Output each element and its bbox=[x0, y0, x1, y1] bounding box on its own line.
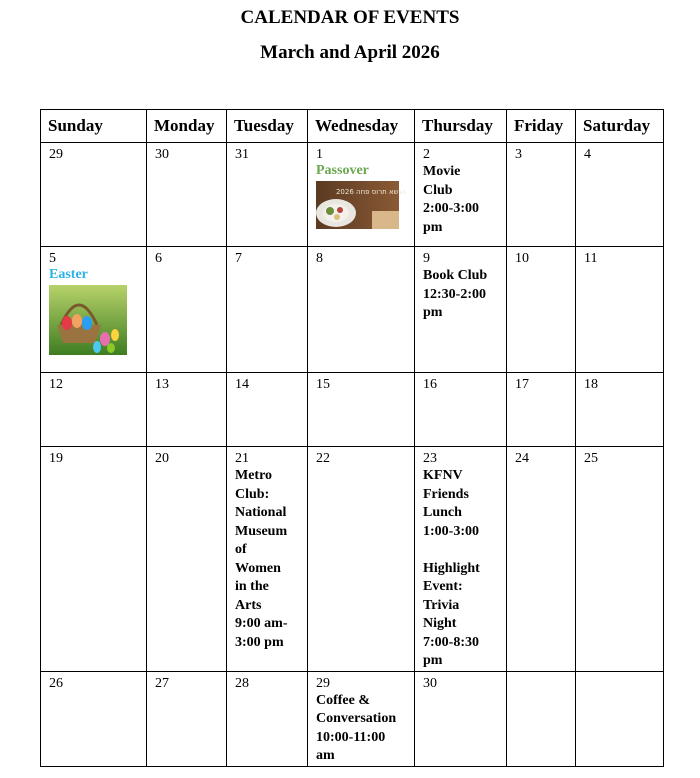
weekday-header: Monday bbox=[147, 110, 227, 143]
day-number: 19 bbox=[49, 451, 63, 466]
day-number: 17 bbox=[515, 377, 529, 392]
day-cell bbox=[41, 143, 147, 247]
weekday-header: Saturday bbox=[576, 110, 664, 143]
week-row bbox=[41, 247, 664, 373]
day-cell bbox=[415, 671, 507, 766]
day-cell bbox=[147, 373, 227, 447]
calendar-grid bbox=[40, 109, 664, 767]
day-number: 4 bbox=[584, 147, 591, 162]
day-cell bbox=[308, 373, 415, 447]
day-number: 3 bbox=[515, 147, 522, 162]
day-cell bbox=[147, 143, 227, 247]
day-number: 1 bbox=[316, 147, 323, 162]
holiday-label: Easter bbox=[49, 267, 88, 282]
day-cell bbox=[415, 247, 507, 373]
holiday-image bbox=[49, 285, 146, 360]
day-number: 23 bbox=[423, 451, 437, 466]
day-cell bbox=[41, 447, 147, 672]
day-cell bbox=[576, 247, 664, 373]
day-cell bbox=[41, 671, 147, 766]
day-number: 22 bbox=[316, 451, 330, 466]
day-number: 27 bbox=[155, 675, 169, 691]
day-cell bbox=[308, 671, 415, 766]
event-text: Coffee & Conversation 10:00-11:00 am bbox=[316, 692, 397, 763]
day-number: 11 bbox=[584, 251, 598, 266]
day-number: 9 bbox=[423, 251, 430, 266]
day-number: 10 bbox=[515, 251, 529, 266]
day-number: 29 bbox=[49, 147, 63, 162]
day-cell bbox=[507, 373, 576, 447]
day-number: 20 bbox=[155, 451, 169, 466]
day-number: 2 bbox=[423, 147, 430, 162]
day-cell bbox=[507, 671, 576, 766]
day-cell bbox=[308, 447, 415, 672]
event-text: Metro Club: National Museum of Women in the Arts 9:00 am- 3:00 pm bbox=[235, 468, 288, 650]
day-cell bbox=[147, 447, 227, 672]
day-cell bbox=[576, 373, 664, 447]
day-number: 25 bbox=[584, 451, 598, 466]
day-cell bbox=[147, 247, 227, 373]
weekday-header-row bbox=[41, 110, 664, 143]
holiday-image bbox=[316, 181, 414, 234]
event-text: Book Club 12:30-2:00 pm bbox=[423, 268, 488, 320]
day-cell bbox=[227, 143, 308, 247]
day-cell bbox=[507, 247, 576, 373]
day-cell bbox=[227, 373, 308, 447]
week-row bbox=[41, 373, 664, 447]
day-number: 12 bbox=[49, 377, 63, 392]
day-number: 28 bbox=[235, 675, 249, 691]
day-cell bbox=[576, 143, 664, 247]
day-cell bbox=[507, 447, 576, 672]
calendar-title: CALENDAR OF EVENTS bbox=[240, 7, 460, 28]
day-cell bbox=[41, 373, 147, 447]
day-number: 16 bbox=[423, 377, 437, 392]
day-cell bbox=[576, 671, 664, 766]
day-cell bbox=[227, 671, 308, 766]
week-row bbox=[41, 671, 664, 766]
day-cell bbox=[227, 447, 308, 672]
day-number: 15 bbox=[316, 377, 330, 392]
day-number: 26 bbox=[49, 675, 63, 691]
day-number: 13 bbox=[155, 377, 169, 392]
weekday-header: Sunday bbox=[41, 110, 147, 143]
easter-eggs-image bbox=[49, 285, 127, 355]
day-number: 7 bbox=[235, 251, 242, 266]
day-cell bbox=[308, 143, 415, 247]
day-cell bbox=[576, 447, 664, 672]
day-cell bbox=[227, 247, 308, 373]
day-number: 18 bbox=[584, 377, 598, 392]
day-number: 8 bbox=[316, 251, 323, 266]
passover-image-text: הנשא תרוס פחה 2026 bbox=[335, 188, 407, 196]
event-text: KFNV Friends Lunch 1:00-3:00 Highlight Event: Trivia Night 7:00-8:30 pm bbox=[423, 468, 480, 668]
day-cell bbox=[415, 373, 507, 447]
holiday-label: Passover bbox=[316, 163, 369, 178]
passover-image bbox=[316, 181, 407, 229]
event-text: Movie Club 2:00-3:00 pm bbox=[423, 164, 479, 235]
day-number: 30 bbox=[423, 675, 437, 691]
day-cell bbox=[147, 671, 227, 766]
weekday-header: Thursday bbox=[415, 110, 507, 143]
weekday-header: Tuesday bbox=[227, 110, 308, 143]
calendar-subtitle: March and April 2026 bbox=[260, 42, 440, 63]
day-number: 24 bbox=[515, 451, 529, 466]
day-number: 30 bbox=[155, 147, 169, 162]
weekday-header: Wednesday bbox=[308, 110, 415, 143]
calendar-body bbox=[41, 143, 664, 767]
day-number: 31 bbox=[235, 147, 249, 162]
day-number: 14 bbox=[235, 377, 249, 392]
day-cell bbox=[415, 143, 507, 247]
day-cell bbox=[507, 143, 576, 247]
day-number: 21 bbox=[235, 451, 249, 466]
week-row bbox=[41, 143, 664, 247]
day-number: 6 bbox=[155, 251, 162, 266]
day-cell bbox=[41, 247, 147, 373]
day-number: 29 bbox=[316, 675, 330, 691]
day-cell bbox=[415, 447, 507, 672]
day-number: 5 bbox=[49, 251, 56, 266]
day-cell bbox=[308, 247, 415, 373]
week-row bbox=[41, 447, 664, 672]
weekday-header: Friday bbox=[507, 110, 576, 143]
